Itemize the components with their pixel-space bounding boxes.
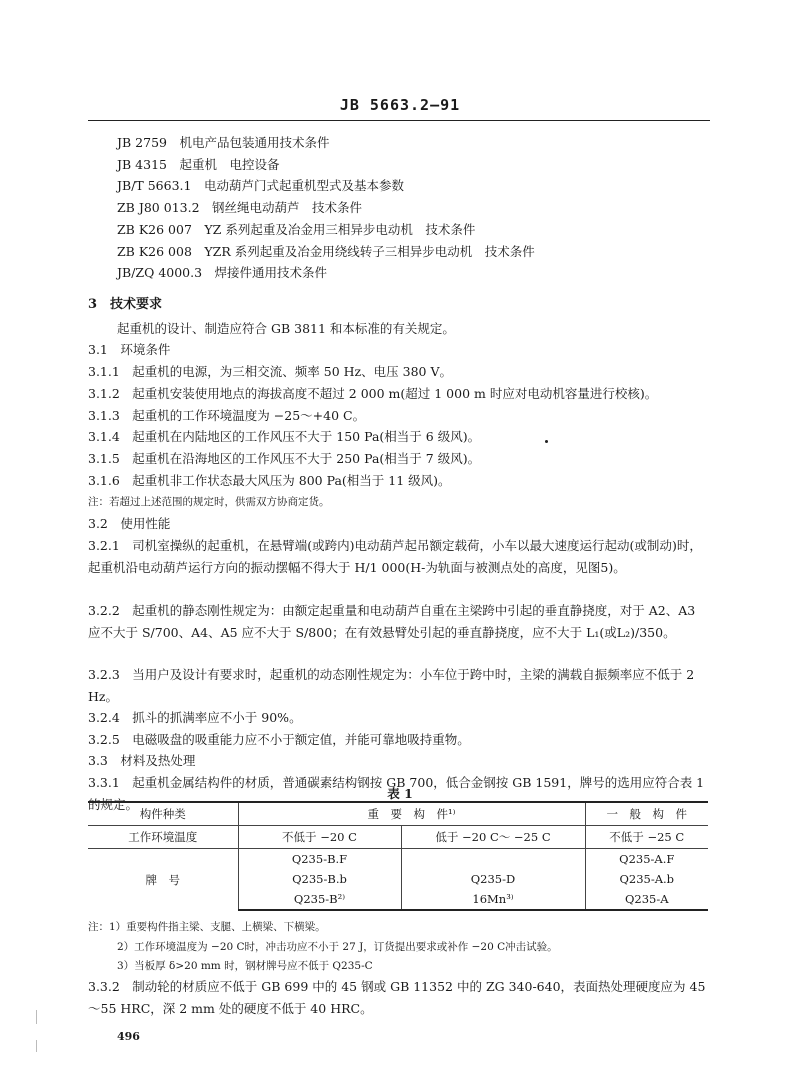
clause: 3.2.5 电磁吸盘的吸重能力应不小于额定值，并能可靠地吸持重物。 — [88, 732, 470, 747]
header-rule — [88, 120, 710, 121]
clause: 3.3.2 制动轮的材质应不低于 GB 699 中的 45 钢或 GB 11352 中的 ZG 340-640，表面热处理硬度应为 45～55 HRC，深 2 mm 处的硬度不低于 40 HRC。 — [88, 979, 706, 1016]
clause: 3.1.5 起重机在沿海地区的工作风压不大于 250 Pa(相当于 7 级风)。 — [88, 451, 481, 466]
table-cell — [401, 849, 585, 870]
subsection-heading: 3.3 材料及热处理 — [88, 753, 196, 768]
table-cell: 不低于 −25 C — [585, 826, 708, 849]
section-heading: 3 技术要求 — [88, 297, 163, 312]
reference-item: JB/T 5663.1 电动葫芦门式起重机型式及基本参数 — [117, 178, 404, 193]
table-cell: Q235-B²⁾ — [238, 889, 401, 910]
table-caption: 表 1 — [387, 786, 413, 801]
table-cell: Q235-A.F — [585, 849, 708, 870]
table-cell: 不低于 −20 C — [238, 826, 401, 849]
reference-item: JB/ZQ 4000.3 焊接件通用技术条件 — [117, 265, 328, 280]
reference-item: ZB K26 008 YZR 系列起重及冶金用绕线转子三相异步电动机 技术条件 — [117, 244, 535, 259]
table-header-row — [88, 802, 708, 826]
clause: 3.1.6 起重机非工作状态最大风压为 800 Pa(相当于 11 级风)。 — [88, 473, 451, 488]
table-cell: Q235-A — [585, 889, 708, 910]
clause: 3.1.1 起重机的电源，为三相交流、频率 50 Hz、电压 380 V。 — [88, 364, 452, 379]
row-label: 工作环境温度 — [88, 826, 238, 849]
header-cell: 一 般 构 件 — [585, 802, 708, 826]
clause: 3.2.4 抓斗的抓满率应不小于 90%。 — [88, 710, 302, 725]
paragraph: 起重机的设计、制造应符合 GB 3811 和本标准的有关规定。 — [117, 321, 455, 336]
page-number: 496 — [117, 1030, 140, 1043]
table-cell: 16Mn³⁾ — [401, 889, 585, 910]
scan-speck — [545, 440, 548, 443]
subsection-heading: 3.2 使用性能 — [88, 516, 171, 531]
header-cell: 重 要 构 件¹⁾ — [238, 802, 585, 826]
table-row — [88, 849, 708, 870]
table-row — [88, 826, 708, 849]
scan-margin-mark — [36, 1040, 37, 1052]
scan-margin-mark — [36, 1010, 37, 1024]
reference-item: ZB K26 007 YZ 系列起重及冶金用三相异步电动机 技术条件 — [117, 222, 476, 237]
standard-number-header: JB 5663.2—91 — [339, 96, 461, 114]
clause: 3.3.1 起重机金属结构件的材质，普通碳素结构钢按 GB 700，低合金钢按 GB 1591，牌号的选用应符合表 1 的规定。 — [88, 775, 705, 812]
clause: 3.2.2 起重机的静态刚性规定为：由额定起重量和电动葫芦自重在主梁跨中引起的垂直静挠度，对于 A2、A3 应不大于 S/700、A4、A5 应不大于 S/800；在有效悬臂处引起的垂直静挠度，应不大于 L₁(或L₂)/350。 — [88, 603, 696, 640]
reference-item: JB 4315 起重机 电控设备 — [117, 157, 280, 172]
table-cell: Q235-A.b — [585, 869, 708, 889]
reference-item: JB 2759 机电产品包装通用技术条件 — [117, 135, 330, 150]
clause: 3.2.3 当用户及设计有要求时，起重机的动态刚性规定为：小车位于跨中时，主梁的满载自振频率应不低于 2 Hz。 — [88, 667, 695, 704]
table-note: 2）工作环境温度为 −20 C时，冲击功应不小于 27 J，订货提出要求或补作 −20 C冲击试验。 — [117, 941, 558, 953]
header-cell: 构件种类 — [88, 802, 238, 826]
clause: 3.2.1 司机室操纵的起重机，在悬臂端(或跨内)电动葫芦起吊额定载荷，小车以最大速度运行起动(或制动)时，起重机沿电动葫芦运行方向的振动摆幅不得大于 H/1 000(H-为轨面与被测点处的高度，见图5)。 — [88, 538, 702, 575]
note: 注：若超过上述范围的规定时，供需双方协商定货。 — [88, 496, 330, 508]
clause: 3.1.3 起重机的工作环境温度为 −25～+40 C。 — [88, 408, 366, 423]
material-grade-table — [88, 801, 708, 911]
table-cell: Q235-B.b — [238, 869, 401, 889]
table-cell: Q235-B.F — [238, 849, 401, 870]
subsection-heading: 3.1 环境条件 — [88, 342, 171, 357]
row-label: 牌 号 — [145, 872, 180, 887]
clause: 3.1.4 起重机在内陆地区的工作风压不大于 150 Pa(相当于 6 级风)。 — [88, 429, 481, 444]
reference-item: ZB J80 013.2 钢丝绳电动葫芦 技术条件 — [117, 200, 363, 215]
table-note: 注：1）重要构件指主梁、支腿、上横梁、下横梁。 — [88, 921, 326, 933]
table-cell: 低于 −20 C～ −25 C — [401, 826, 585, 849]
clause: 3.1.2 起重机安装使用地点的海拔高度不超过 2 000 m(超过 1 000 m 时应对电动机容量进行校核)。 — [88, 386, 658, 401]
table-cell: Q235-D — [401, 869, 585, 889]
table-note: 3）当板厚 δ>20 mm 时，钢材牌号应不低于 Q235-C — [117, 960, 373, 972]
